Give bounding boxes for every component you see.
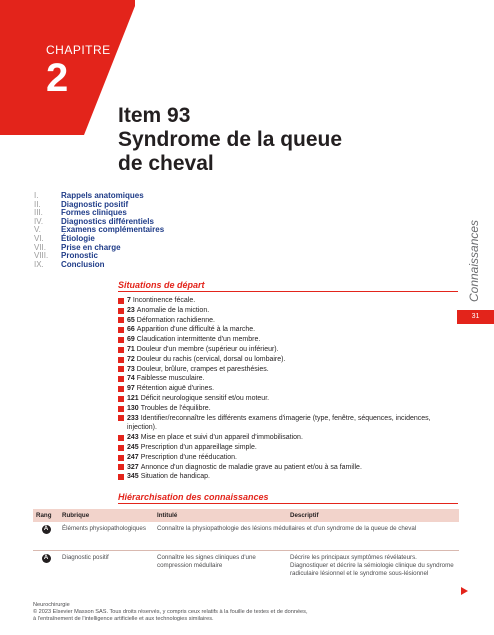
toc-label[interactable]: Étiologie [61,233,95,243]
situation-code: 72 [127,355,135,363]
bullet-square-icon [118,347,124,353]
rubrique-cell: Diagnostic positif [62,553,109,561]
toc-number: III. [34,208,43,218]
toc-label[interactable]: Diagnostic positif [61,199,129,209]
list-item [118,296,458,306]
situation-code: 74 [127,375,135,383]
bullet-square-icon [118,317,124,323]
toc-number: VI. [34,233,44,243]
title-line-2: Syndrome de la queue [118,128,343,151]
list-item [118,306,458,316]
list-item [118,365,458,375]
title-line-1: Item 93 [118,104,191,127]
list-item [118,316,458,326]
situation-text: Identifier/reconnaître les différents examens d'imagerie (type, fenêtre, séquences, incidences, injection). [127,414,431,432]
list-item [118,453,458,463]
situation-text: Apparition d'une difficulté à la marche. [136,326,256,334]
bullet-square-icon [118,327,124,333]
bullet-square-icon [118,445,124,451]
situations-divider [118,291,458,292]
situation-code: 97 [127,385,135,393]
situation-code: 345 [127,473,139,481]
situations-heading: Situations de départ [118,280,205,290]
chapter-label: CHAPITRE [46,43,111,57]
toc-number: V. [34,225,41,235]
situation-text: Anomalie de la miction. [136,306,210,314]
situation-text: Annonce d'un diagnostic de maladie grave au patient et/ou à sa famille. [140,463,362,471]
footer-book-title: Neurochirurgie [33,602,70,608]
situation-code: 69 [127,336,135,344]
situation-code: 247 [127,453,139,461]
chapter-badge [0,0,135,135]
bullet-square-icon [118,386,124,392]
toc-label[interactable]: Conclusion [61,259,105,269]
list-item [118,472,458,482]
situation-text: Douleur, brûlure, crampes et paresthésies. [136,365,269,373]
rank-cell [33,550,59,581]
bullet-square-icon [118,337,124,343]
situation-text: Troubles de l'équilibre. [140,404,211,412]
toc-number: VII. [34,242,47,252]
list-item [118,414,458,434]
hierarchy-divider [118,503,458,504]
situation-text: Mise en place et suivi d'un appareil d'immobilisation. [140,434,303,442]
bullet-square-icon [118,474,124,480]
toc-number: I. [34,191,39,200]
list-item [118,463,458,473]
toc-item[interactable] [34,261,164,270]
column-header-descriptif: Descriptif [287,509,459,522]
situation-text: Douleur d'un membre (supérieur ou inférieur). [136,345,279,353]
toc-item[interactable] [34,244,164,253]
situation-code: 243 [127,434,139,442]
descriptif-cell: Décrire les principaux symptômes révélateurs. Diagnostiquer et décrire la sémiologie clinique du syndrome radiculaire lésionnel et le syndrome sous-lésionnel [290,553,454,577]
table-header-row [33,509,459,522]
toc-number: IX. [34,259,44,269]
situation-code: 233 [127,414,139,422]
toc-label[interactable]: Examens complémentaires [61,225,165,235]
situation-text: Claudication intermittente d'un membre. [136,336,261,344]
side-section-label: Connaissances [467,219,481,302]
toc-label[interactable]: Diagnostics différentiels [61,216,154,226]
situation-code: 73 [127,365,135,373]
toc-number: II. [34,199,41,209]
situation-code: 327 [127,463,139,471]
toc-label[interactable]: Rappels anatomiques [61,191,144,200]
list-item [118,374,458,384]
page-title [118,104,418,176]
situation-code: 65 [127,316,135,324]
situation-code: 245 [127,443,139,451]
list-item [118,433,458,443]
table-row [33,522,459,550]
table-row [33,550,459,581]
bullet-square-icon [118,435,124,441]
bullet-square-icon [118,298,124,304]
page-number: 31 [457,310,494,324]
situation-code: 66 [127,326,135,334]
title-line-3: de cheval [118,152,214,175]
toc-number: IV. [34,216,44,226]
bullet-square-icon [118,415,124,421]
table-of-contents [34,192,164,269]
toc-label[interactable]: Pronostic [61,251,98,261]
toc-label[interactable]: Prise en charge [61,242,121,252]
toc-label[interactable]: Formes cliniques [61,208,127,218]
situation-code: 130 [127,404,139,412]
list-item [118,345,458,355]
list-item [118,355,458,365]
situation-text: Prescription d'une rééducation. [140,453,237,461]
bullet-square-icon [118,366,124,372]
bullet-square-icon [118,464,124,470]
situation-text: Incontinence fécale. [132,297,196,304]
situation-text: Déformation rachidienne. [136,316,216,324]
bullet-square-icon [118,376,124,382]
situation-text: Faiblesse musculaire. [136,375,205,383]
rank-cell [33,522,59,550]
rank-badge: A [42,525,51,534]
column-header-rubrique: Rubrique [59,509,154,522]
situation-code: 121 [127,394,139,402]
bullet-square-icon [118,396,124,402]
list-item [118,394,458,404]
bullet-square-icon [118,406,124,412]
situation-text: Rétention aiguë d'urines. [136,385,215,393]
intitule-cell: Connaître la physiopathologie des lésions médullaires et d'un syndrome de la queue de cheval [154,522,459,550]
chapter-number: 2 [46,56,69,100]
list-item [118,325,458,335]
rubrique-cell: Éléments physiopathologiques [59,522,154,550]
situations-list [118,296,458,482]
footer-copyright-continued: à l'entraînement de l'intelligence artificielle et aux technologies similaires. [33,616,214,622]
footer-copyright: © 2023 Elsevier Masson SAS. Tous droits réservés, y compris ceux relatifs à la fouille de textes et de données, [33,609,308,615]
situation-code: 71 [127,345,135,353]
knowledge-table [33,509,459,581]
continue-arrow-icon [461,587,468,595]
intitule-cell: Connaître les signes cliniques d'une compression médullaire [157,553,256,569]
situation-text: Prescription d'un appareillage simple. [140,443,257,451]
situation-code: 23 [127,306,135,314]
situation-text: Déficit neurologique sensitif et/ou moteur. [140,394,270,402]
situation-text: Douleur du rachis (cervical, dorsal ou lombaire). [136,355,286,363]
side-section-tab [461,219,487,306]
situation-code: 7 [127,297,131,304]
rank-badge: A [42,554,51,563]
column-header-rank: Rang [33,509,59,522]
toc-number: VIII. [34,251,49,261]
toc-item[interactable] [34,226,164,235]
situation-text: Situation de handicap. [140,473,210,481]
list-item [118,384,458,394]
list-item [118,335,458,345]
page-footer [33,602,308,623]
list-item [118,404,458,414]
bullet-square-icon [118,308,124,314]
hierarchy-heading: Hiérarchisation des connaissances [118,492,269,502]
list-item [118,443,458,453]
bullet-square-icon [118,357,124,363]
column-header-intitule: Intitulé [154,509,287,522]
bullet-square-icon [118,455,124,461]
